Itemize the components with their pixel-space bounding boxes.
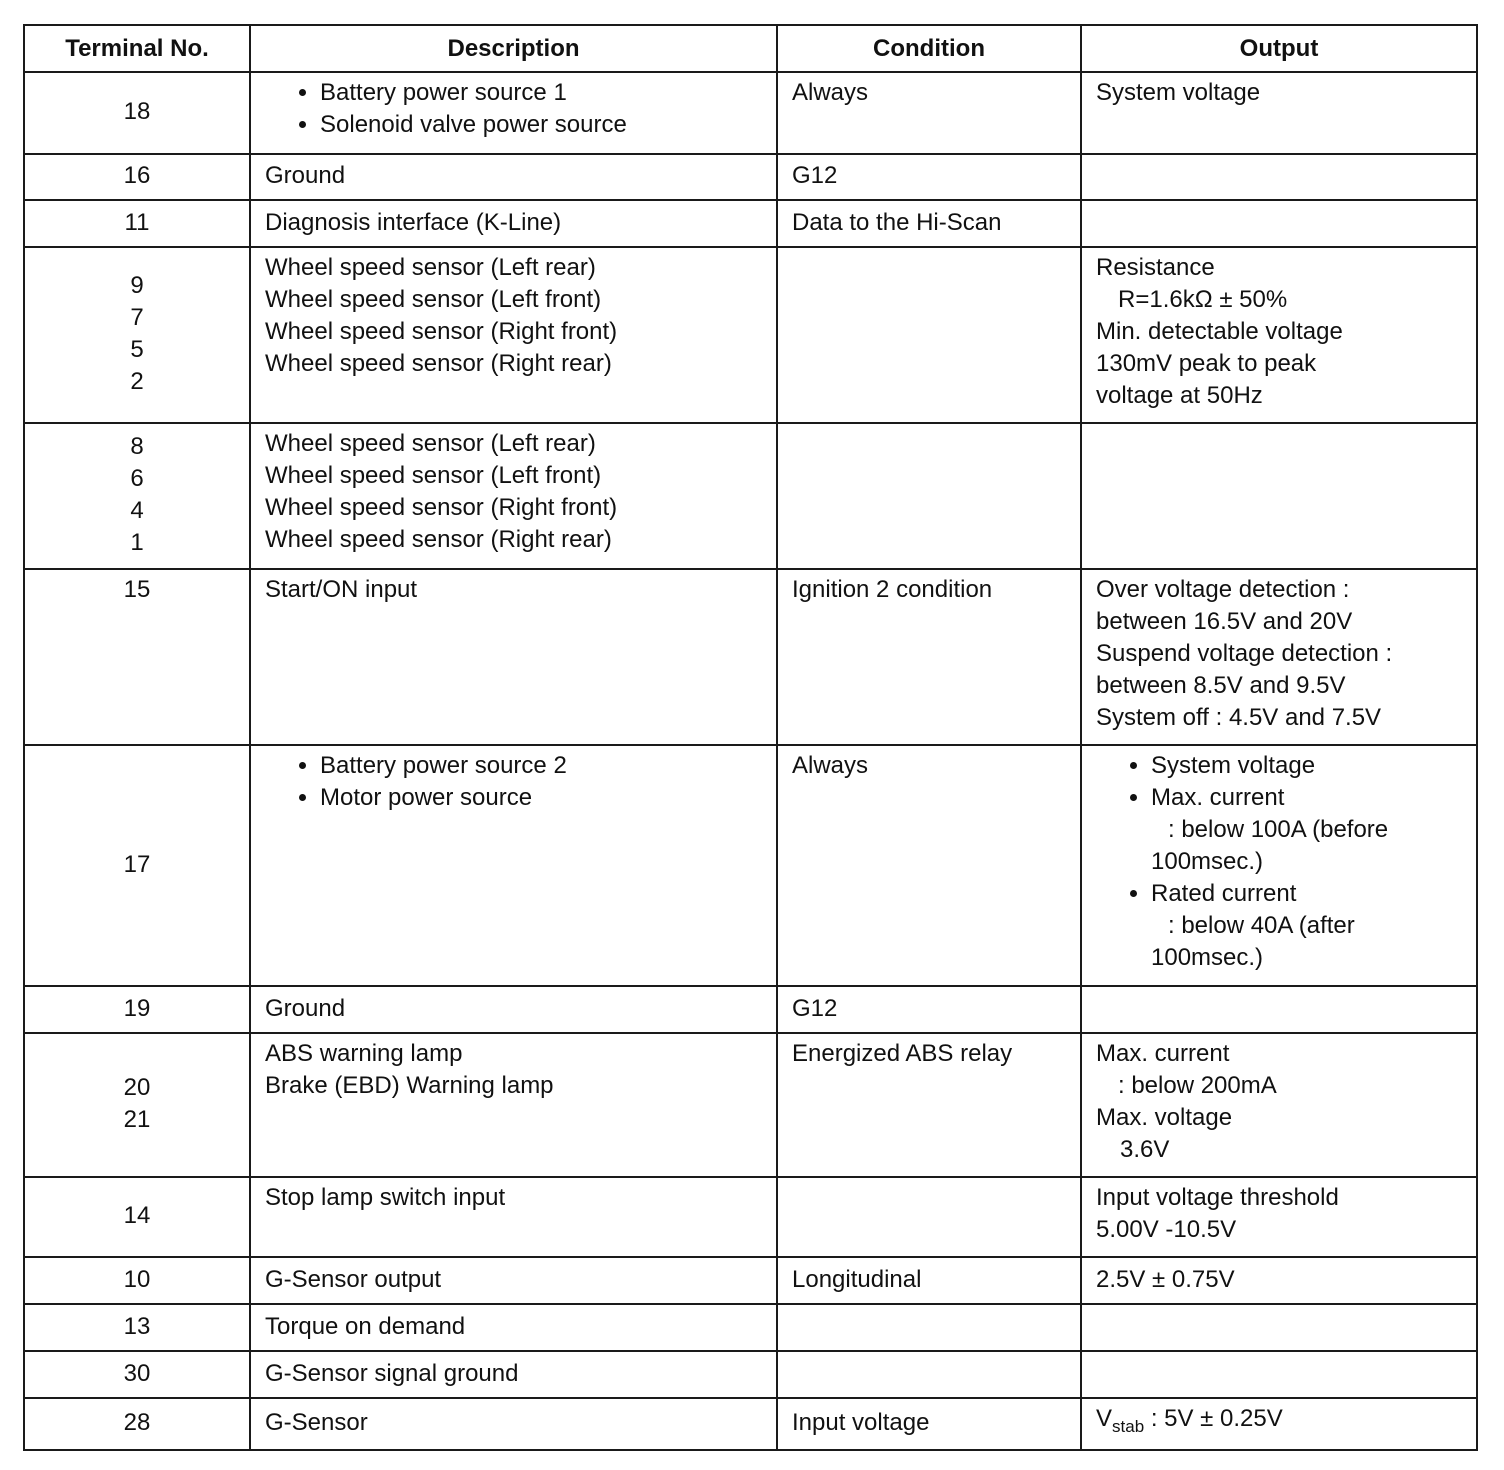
description-cell	[250, 200, 777, 247]
terminal-cell	[24, 1351, 250, 1398]
output-cell	[1081, 154, 1477, 200]
terminal-number: 4	[130, 497, 144, 524]
header-row	[24, 25, 1477, 72]
condition-cell: G12	[777, 986, 1081, 1033]
condition-cell: Data to the Hi-Scan	[777, 200, 1081, 247]
output-line: System off : 4.5V and 7.5V	[1096, 704, 1382, 731]
condition-cell: Longitudinal	[777, 1257, 1081, 1304]
output-line: : below 200mA	[1118, 1072, 1277, 1099]
output-line: Input voltage threshold	[1096, 1184, 1339, 1211]
description-line: G-Sensor signal ground	[265, 1359, 519, 1387]
description-cell	[250, 247, 777, 423]
output-line: R=1.6kΩ ± 50%	[1118, 286, 1288, 313]
description-line: Stop lamp switch input	[265, 1184, 506, 1211]
vstab-value: : 5V ± 0.25V	[1144, 1405, 1283, 1432]
output-cell	[1081, 1257, 1477, 1304]
header-description: Description	[250, 25, 777, 72]
description-cell	[250, 986, 777, 1033]
table-row	[24, 1304, 1477, 1351]
output-cell	[1081, 72, 1477, 154]
description-line: G-Sensor output	[265, 1265, 442, 1293]
vstab-symbol: V	[1096, 1405, 1113, 1432]
terminal-cell	[24, 1033, 250, 1177]
terminal-cell	[24, 154, 250, 200]
terminal-number: 28	[123, 1408, 151, 1436]
table-row	[24, 569, 1477, 745]
terminal-number: 30	[123, 1359, 151, 1387]
terminal-number: 13	[123, 1312, 151, 1340]
output-cell	[1081, 1398, 1477, 1450]
terminal-cell	[24, 1304, 250, 1351]
terminal-number: 2	[130, 368, 144, 395]
output-line: Resistance	[1096, 254, 1215, 281]
description-cell	[250, 569, 777, 745]
output-bullet	[1151, 878, 1462, 974]
terminal-number: 19	[123, 994, 151, 1022]
description-cell	[250, 1177, 777, 1257]
terminal-table	[23, 24, 1478, 1451]
terminal-number: 21	[123, 1106, 151, 1133]
description-cell	[250, 423, 777, 569]
output-line: Over voltage detection :	[1096, 576, 1350, 603]
description-line: Wheel speed sensor (Right front)	[265, 318, 618, 345]
terminal-number: 16	[123, 162, 151, 189]
table-row	[24, 247, 1477, 423]
output-line: Max. current	[1096, 1040, 1230, 1067]
vstab-subscript: stab	[1112, 1416, 1145, 1436]
table-row	[24, 986, 1477, 1033]
description-bullet: • Motor power source	[320, 782, 762, 814]
description-cell	[250, 745, 777, 986]
output-line: 130mV peak to peak	[1096, 350, 1317, 377]
table-row	[24, 200, 1477, 247]
output-cell	[1081, 569, 1477, 745]
description-line: Diagnosis interface (K-Line)	[265, 208, 562, 236]
output-line: voltage at 50Hz	[1096, 382, 1263, 409]
condition-cell	[777, 1177, 1081, 1257]
output-line: Max. voltage	[1096, 1104, 1233, 1131]
condition-cell: Input voltage	[777, 1398, 1081, 1450]
terminal-number: 10	[123, 1265, 151, 1293]
terminal-number: 5	[130, 336, 144, 363]
description-line: Wheel speed sensor (Right front)	[265, 494, 618, 521]
output-cell	[1081, 1351, 1477, 1398]
terminal-number: 7	[130, 304, 144, 331]
condition-cell: Ignition 2 condition	[777, 569, 1081, 745]
output-bullet-text: Rated current	[1151, 880, 1297, 907]
output-bullet-sub: : below 40A (after	[1168, 912, 1355, 939]
output-cell	[1081, 986, 1477, 1033]
terminal-cell	[24, 423, 250, 569]
description-line: Wheel speed sensor (Left front)	[265, 286, 602, 313]
table-row	[24, 154, 1477, 200]
description-line: Wheel speed sensor (Right rear)	[265, 526, 612, 553]
table-row	[24, 1033, 1477, 1177]
condition-cell	[777, 423, 1081, 569]
output-bullet-text: Max. current	[1151, 784, 1285, 811]
table-row	[24, 1398, 1477, 1450]
description-line: Torque on demand	[265, 1312, 466, 1340]
output-line: between 16.5V and 20V	[1096, 608, 1353, 635]
terminal-cell	[24, 1177, 250, 1257]
description-bullet: • Battery power source 2	[320, 750, 762, 782]
output-bullet-cont: 100msec.)	[1151, 848, 1264, 875]
description-line: Brake (EBD) Warning lamp	[265, 1072, 554, 1099]
description-cell	[250, 72, 777, 154]
table-row	[24, 1177, 1477, 1257]
output-line: 5.00V -10.5V	[1096, 1216, 1237, 1243]
description-cell	[250, 1398, 777, 1450]
output-cell	[1081, 745, 1477, 986]
table-row	[24, 1257, 1477, 1304]
output-vstab	[1096, 1403, 1462, 1443]
condition-cell	[777, 247, 1081, 423]
output-cell	[1081, 423, 1477, 569]
output-line: 2.5V ± 0.75V	[1096, 1265, 1235, 1293]
terminal-number: 18	[123, 98, 151, 125]
output-bullet-cont: 100msec.)	[1151, 944, 1264, 971]
table-row	[24, 745, 1477, 986]
description-line: Ground	[265, 162, 346, 189]
description-line: G-Sensor	[265, 1408, 368, 1436]
terminal-cell	[24, 1257, 250, 1304]
description-line: ABS warning lamp	[265, 1040, 463, 1067]
terminal-number: 14	[123, 1202, 151, 1229]
condition-cell: Always	[777, 745, 1081, 986]
condition-cell: Energized ABS relay	[777, 1033, 1081, 1177]
output-bullet	[1151, 782, 1462, 878]
terminal-number: 15	[123, 576, 151, 603]
output-bullet-text: System voltage	[1151, 752, 1316, 779]
description-cell	[250, 154, 777, 200]
description-bullet: • Solenoid valve power source	[320, 109, 762, 141]
terminal-cell	[24, 247, 250, 423]
output-bullet	[1151, 750, 1462, 782]
output-bullet-sub: : below 100A (before	[1168, 816, 1389, 843]
output-line: 3.6V	[1120, 1136, 1170, 1163]
terminal-number: 1	[130, 529, 144, 556]
description-line: Wheel speed sensor (Right rear)	[265, 350, 612, 377]
terminal-cell	[24, 745, 250, 986]
terminal-number: 11	[124, 208, 150, 236]
condition-cell: G12	[777, 154, 1081, 200]
description-line: Wheel speed sensor (Left rear)	[265, 430, 596, 457]
header-output: Output	[1081, 25, 1477, 72]
terminal-cell	[24, 569, 250, 745]
description-line: Ground	[265, 994, 346, 1022]
description-line: Start/ON input	[265, 576, 418, 603]
output-line: Suspend voltage detection :	[1096, 640, 1393, 667]
output-cell	[1081, 1033, 1477, 1177]
description-bullet: • Battery power source 1	[320, 77, 762, 109]
table-row	[24, 72, 1477, 154]
description-cell	[250, 1351, 777, 1398]
output-cell	[1081, 200, 1477, 247]
output-cell	[1081, 1304, 1477, 1351]
terminal-number: 6	[130, 465, 144, 492]
output-line: Min. detectable voltage	[1096, 318, 1343, 345]
condition-cell	[777, 1351, 1081, 1398]
description-cell	[250, 1033, 777, 1177]
table-row	[24, 1351, 1477, 1398]
terminal-number: 20	[123, 1074, 151, 1101]
description-line: Wheel speed sensor (Left rear)	[265, 254, 596, 281]
condition-cell: Always	[777, 72, 1081, 154]
description-cell	[250, 1257, 777, 1304]
header-condition: Condition	[777, 25, 1081, 72]
terminal-number: 8	[130, 433, 144, 460]
description-line: Wheel speed sensor (Left front)	[265, 462, 602, 489]
output-cell	[1081, 247, 1477, 423]
terminal-number: 9	[130, 272, 144, 299]
output-line: between 8.5V and 9.5V	[1096, 672, 1346, 699]
output-line: System voltage	[1096, 79, 1261, 106]
table-row	[24, 423, 1477, 569]
terminal-cell	[24, 200, 250, 247]
terminal-cell	[24, 1398, 250, 1450]
condition-cell	[777, 1304, 1081, 1351]
output-cell	[1081, 1177, 1477, 1257]
terminal-cell	[24, 986, 250, 1033]
description-cell	[250, 1304, 777, 1351]
terminal-number: 17	[123, 850, 151, 878]
terminal-cell	[24, 72, 250, 154]
header-terminal-no: Terminal No.	[24, 25, 250, 72]
